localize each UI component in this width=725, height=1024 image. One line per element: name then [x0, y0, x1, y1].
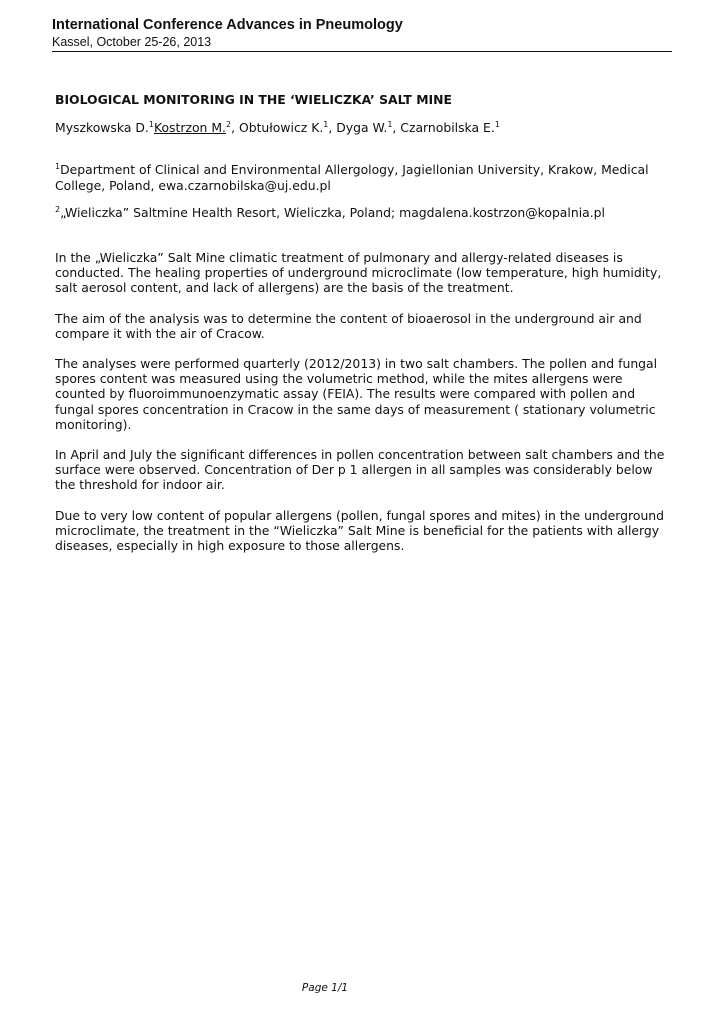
header-divider: [52, 51, 672, 52]
author-name: Dyga W.: [336, 120, 388, 136]
affiliation-2: [55, 205, 675, 220]
author-affiliation-mark: 1: [494, 120, 500, 130]
paragraph-introduction: In the „Wieliczka” Salt Mine climatic treatment of pulmonary and allergy-related diseases is conducted. The healing properties of underground microclimate (low temperature, high humidity, salt aerosol content, and lack of allergens) are the basis of the treatment.: [55, 250, 662, 296]
presenting-author-name: Kostrzon M.: [153, 120, 226, 136]
author-name: Obtułowicz K.: [238, 120, 324, 136]
abstract-body: [55, 92, 675, 553]
page-number: Page 1/1: [301, 982, 349, 994]
paragraph-results: In April and July the significant differences in pollen concentration between salt chambers and the surface were observed. Concentration of Der p 1 allergen in all samples was considerably below the threshold for indoor air.: [55, 447, 665, 493]
author-affiliation-mark: 2: [225, 120, 232, 130]
paragraph-methods: The analyses were performed quarterly (2012/2013) in two salt chambers. The pollen and fungal spores content was measured using the volumetric method, while the mites allergens were counted by fluoroimmunoenzymatic assay (FEIA). The results were compared with pollen and fungal spores concentration in Cracow in the same days of measurement ( stationary volumetric monitoring).: [55, 356, 658, 432]
author-name: Czarnobilska E.: [400, 120, 495, 136]
affiliation-1: [55, 162, 675, 192]
affiliation-text: Department of Clinical and Environmental Allergology, Jagiellonian University, Krakow, Medical College, Poland, ewa.czarnobilska@uj.edu.pl: [55, 162, 649, 193]
author-list: Myszkowska D.$^1$Kostrzon M.$^2$, Obtułowicz K.$^1$, Dyga W.$^1$, Czarnobilska E.$^1$: [55, 120, 500, 136]
author-name: Myszkowska D.: [55, 120, 149, 136]
author-affiliation-mark: 1: [148, 120, 154, 130]
paragraph-aim: The aim of the analysis was to determine the content of bioaerosol in the underground air and compare it with the air of Cracow.: [55, 310, 642, 341]
page-header: [52, 16, 672, 50]
affiliation-text: „Wieliczka” Saltmine Health Resort, Wieliczka, Poland; magdalena.kostrzon@kopalnia.pl: [60, 204, 605, 220]
author-affiliation-mark: 1: [323, 120, 329, 130]
affiliation-mark: 1: [55, 162, 61, 172]
affiliation-mark: 2: [55, 204, 61, 214]
conference-location-date: Kassel, October 25-26, 2013: [52, 35, 212, 49]
paper-title: BIOLOGICAL MONITORING IN THE ‘WIELICZKA’ SALT MINE: [55, 92, 452, 107]
conference-title: International Conference Advances in Pneumology: [52, 17, 403, 33]
paragraph-conclusion: Due to very low content of popular allergens (pollen, fungal spores and mites) in the underground microclimate, the treatment in the “Wieliczka” Salt Mine is beneficial for the patients with allergy diseases, especially in high exposure to those allergens.: [55, 507, 665, 554]
author-affiliation-mark: 1: [387, 120, 393, 130]
